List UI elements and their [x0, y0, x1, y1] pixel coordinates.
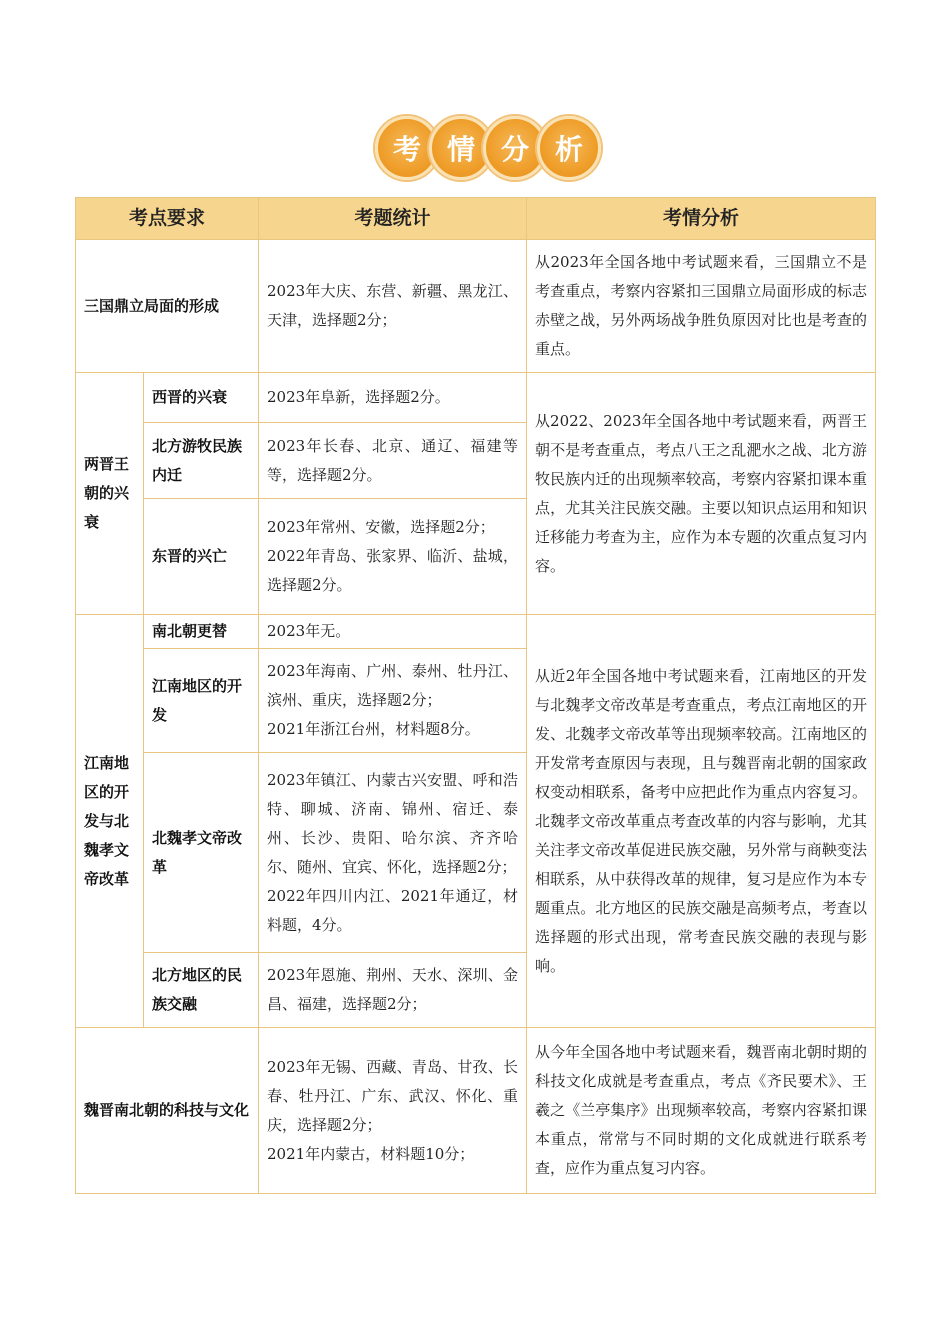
- subtopic-cell: 西晋的兴衰: [144, 373, 259, 423]
- analysis-cell: 从今年全国各地中考试题来看，魏晋南北朝时期的科技文化成就是考查重点，考点《齐民要术》、王羲之《兰亭集序》出现频率较高，考察内容紧扣课本重点，常常与不同时期的文化成就进行联系考查，应作为重点复习内容。: [527, 1028, 876, 1194]
- stats-line: 2023年阜新，选择题2分。: [267, 388, 450, 406]
- topic-cell: 三国鼎立局面的形成: [76, 240, 259, 373]
- stats-cell: [259, 499, 527, 615]
- subtopic-cell: 南北朝更替: [144, 615, 259, 649]
- stats-line: 2022年青岛、张家界、临沂、盐城，选择题2分。: [267, 547, 519, 594]
- subtopic-cell: 东晋的兴亡: [144, 499, 259, 615]
- table-row: [76, 373, 876, 423]
- header-analysis: 考情分析: [527, 198, 876, 240]
- exam-analysis-table: [75, 197, 876, 1194]
- subtopic-cell: 江南地区的开发: [144, 649, 259, 753]
- stats-cell: [259, 953, 527, 1028]
- stats-cell: [259, 423, 527, 499]
- stats-line: 2023年镇江、内蒙古兴安盟、呼和浩特、聊城、济南、锦州、宿迁、泰州、长沙、贵阳、哈尔滨、齐齐哈尔、随州、宜宾、怀化，选择题2分；: [267, 770, 519, 876]
- stats-line: 2021年内蒙古，材料题10分；: [267, 1144, 475, 1163]
- title-char-2: 情: [429, 116, 493, 180]
- header-statistics: 考题统计: [259, 198, 527, 240]
- stats-line: 2023年常州、安徽，选择题2分；: [267, 518, 495, 536]
- analysis-cell: 从近2年全国各地中考试题来看，江南地区的开发与北魏孝文帝改革是考查重点，考点江南地区的开发、北魏孝文帝改革等出现频率较高。江南地区的开发常考查原因与表现，且与魏晋南北朝的国家政权变动相联系，备考中应把此作为重点内容复习。北魏孝文帝改革重点考查改革的内容与影响，尤其关注孝文帝改革促进民族交融，另外常与商鞅变法相联系，从中获得改革的规律，复习是应作为本专题重点。北方地区的民族交融是高频考点，考查以选择题的形式出现，常考查民族交融的表现与影响。: [527, 615, 876, 1028]
- table-row: [76, 240, 876, 373]
- subtopic-cell: 北方游牧民族内迁: [144, 423, 259, 499]
- stats-cell: [259, 240, 527, 373]
- header-requirement: 考点要求: [76, 198, 259, 240]
- stats-line: 2023年海南、广州、泰州、牡丹江、滨州、重庆，选择题2分；: [267, 662, 519, 709]
- stats-line: 2023年大庆、东营、新疆、黑龙江、天津，选择题2分；: [267, 282, 519, 329]
- stats-line: 2023年长春、北京、通辽、福建等等，选择题2分。: [267, 436, 519, 484]
- title-char-3: 分: [483, 116, 547, 180]
- analysis-cell: 从2022、2023年全国各地中考试题来看，两晋王朝不是考查重点，考点八王之乱淝水之战、北方游牧民族内迁的出现频率较高，考察内容紧扣课本重点，尤其关注民族交融。主要以知识点运用和知识迁移能力考查为主，应作为本专题的次重点复习内容。: [527, 373, 876, 615]
- stats-cell: [259, 1028, 527, 1194]
- topic-cell: 江南地区的开发与北魏孝文帝改革: [76, 615, 144, 1028]
- section-title: [375, 116, 591, 172]
- table-row: [76, 615, 876, 649]
- stats-line: 2022年四川内江、2021年通辽，材料题，4分。: [267, 886, 519, 934]
- stats-line: 2021年浙江台州，材料题8分。: [267, 720, 480, 738]
- analysis-cell: 从2023年全国各地中考试题来看，三国鼎立不是考查重点，考察内容紧扣三国鼎立局面形成的标志赤壁之战，另外两场战争胜负原因对比也是考查的重点。: [527, 240, 876, 373]
- stats-cell: [259, 615, 527, 649]
- subtopic-cell: 北方地区的民族交融: [144, 953, 259, 1028]
- title-char-4: 析: [537, 116, 601, 180]
- stats-cell: [259, 753, 527, 953]
- topic-cell: 魏晋南北朝的科技与文化: [76, 1028, 259, 1194]
- subtopic-cell: 北魏孝文帝改革: [144, 753, 259, 953]
- stats-cell: [259, 373, 527, 423]
- stats-cell: [259, 649, 527, 753]
- stats-line: 2023年无锡、西藏、青岛、甘孜、长春、牡丹江、广东、武汉、怀化、重庆，选择题2分；: [267, 1057, 519, 1134]
- title-char-1: 考: [375, 116, 439, 180]
- topic-cell: 两晋王朝的兴衰: [76, 373, 144, 615]
- stats-line: 2023年恩施、荆州、天水、深圳、金昌、福建，选择题2分；: [267, 966, 519, 1013]
- stats-line: 2023年无。: [267, 622, 351, 640]
- header-row: [76, 198, 876, 240]
- table-row: [76, 1028, 876, 1194]
